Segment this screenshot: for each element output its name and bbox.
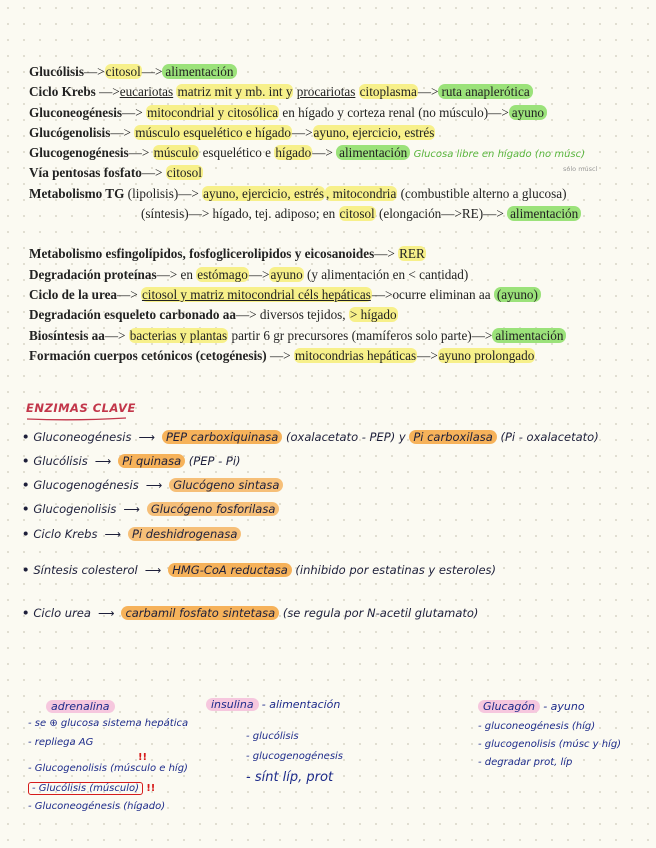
column-adrenalina: adrenalina - se ⊕ glucosa sistema hepática - repliega AG !! - Glucogenolisis (músculo e híg) - Glucólisis (músculo) !! - Gluconeogénesis (hígado) [28, 700, 189, 812]
condition-highlight: ayuno, ejercicio, estrés [313, 124, 435, 140]
enzimas-title: ENZIMAS CLAVE [26, 401, 136, 415]
row-tg-sintesis: (síntesis)—> hígado, tej. adiposo; en citosol (elongación—>RE)—> alimentación [29, 204, 644, 224]
row-esfingolipidos: Metabolismo esfingolipidos, fosfoglicerolipidos y eicosanoides—> RER [29, 246, 425, 262]
row-glucolisis: Glucólisis—>citosol—> alimentación [29, 62, 644, 82]
pathway-name: Formación cuerpos cetónicos (cetogénesis) [29, 347, 267, 363]
condition-highlight: (ayuno) [494, 287, 541, 302]
pathway-name: Ciclo de la urea [29, 286, 118, 302]
row-pentosas: Vía pentosas fosfato—> citosol [29, 165, 202, 181]
enzyme-highlight: carbamil fosfato sintetasa [121, 606, 279, 620]
row-glucogenogenesis: Glucogenogénesis—> músculo esquelético e hígado—> alimentación Glucosa libre en hígado (no músc) [29, 145, 586, 161]
row-proteinas: Degradación proteínas—> en estómago—>ayuno (y alimentación en < cantidad) [29, 266, 469, 282]
row-krebs: Ciclo Krebs —>eucariotas matriz mit y mb. int y procariotas citoplasma—> ruta anaplerótica [29, 82, 644, 102]
condition-highlight: alimentación [162, 64, 236, 79]
row-tg-lipolisis: Metabolismo TG (lipolisis)—> ayuno, ejercicio, estrés , mitocondria (combustible alterno a glucosa) [29, 185, 567, 201]
pathway-name: Glucógenolisis [29, 124, 111, 140]
enzyme-item: • Ciclo urea ⟶ carbamil fosfato sintetasa (se regula por N-acetil glutamato) [22, 606, 479, 620]
column-glucagon: Glucagón - ayuno - gluconeogénesis (híg) - glucogenolisis (músc y híg) - degradar prot, líp [478, 700, 622, 768]
enzyme-item: • Glucogenolisis ⟶ Glucógeno fosforilasa [22, 502, 279, 516]
metabolic-pathways-list [29, 62, 644, 366]
pathway-name: Metabolismo esfingolipidos, fosfoglicerolipidos y eicosanoides [29, 246, 375, 262]
row-esqueleto-carbonado: Degradación esqueleto carbonado aa—> diversos tejidos, > hígado [29, 307, 397, 323]
row-biosintesis-aa: Biosíntesis aa—> bacterias y plantas partir 6 gr precursores (mamíferos solo parte)—> alimentación [29, 326, 644, 346]
pathway-name: Biosíntesis aa [29, 327, 105, 343]
enzyme-highlight: Pi carboxilasa [409, 430, 497, 444]
column-title: Glucagón [478, 700, 540, 713]
enzyme-item: • Gluconeogénesis ⟶ PEP carboxiquinasa (oxalacetato - PEP) y Pi carboxilasa (Pi - oxalacetato) [22, 430, 599, 444]
enzyme-highlight: Pi deshidrogenasa [128, 527, 241, 541]
column-insulina: insulina - alimentación - glucólisis - glucogenogénesis - sínt líp, prot [206, 698, 406, 785]
pathway-name: Metabolismo TG [29, 185, 125, 201]
warning-marks: !! [146, 783, 156, 794]
row-cetonicos: Formación cuerpos cetónicos (cetogénesis) —> mitocondrias hepáticas—>ayuno prolongado [29, 347, 535, 363]
row-glucogenolisis: Glucógenolisis—> músculo esquelético e hígado—>ayuno, ejercicio, estrés [29, 124, 435, 140]
row-urea: Ciclo de la urea—> citosol y matriz mitocondrial céls hepáticas—>ocurre eliminan aa (ayuno) [29, 285, 644, 305]
pathway-name: Vía pentosas fosfato [29, 165, 142, 181]
condition-highlight: alimentación [492, 328, 566, 343]
column-title: adrenalina [46, 700, 115, 713]
row-gluconeogenesis: Gluconeogénesis—> mitocondrial y citosólica en hígado y corteza renal (no músculo)—> ayuno [29, 103, 644, 123]
condition-highlight: ruta anaplerótica [438, 84, 532, 99]
enzyme-item: • Ciclo Krebs ⟶ Pi deshidrogenasa [22, 527, 241, 541]
enzyme-item: • Glucogenogénesis ⟶ Glucógeno sintasa [22, 478, 283, 492]
location-highlight: citosol [105, 64, 141, 79]
handwritten-note: Glucosa libre en hígado (no músc) [413, 149, 586, 161]
condition-highlight: ayuno [509, 105, 547, 120]
enzyme-item: • Síntesis colesterol ⟶ HMG-CoA reductasa (inhibido por estatinas y esteroles) [22, 563, 497, 577]
enzyme-highlight: Pi quinasa [118, 454, 185, 468]
pathway-name: Gluconeogénesis [29, 104, 123, 120]
enzyme-highlight: PEP carboxiquinasa [162, 430, 282, 444]
enzyme-highlight: Glucógeno sintasa [169, 478, 283, 492]
pathway-name: Glucogenogénesis [29, 145, 129, 161]
pathway-name: Glucólisis [29, 64, 84, 79]
title-underline [26, 417, 128, 421]
column-title: insulina [206, 698, 259, 711]
boxed-item: - Glucólisis (músculo) [28, 782, 143, 795]
pathway-name: Ciclo Krebs [29, 84, 96, 100]
condition-highlight: alimentación [507, 206, 581, 221]
enzyme-highlight: Glucógeno fosforilasa [147, 502, 279, 516]
pathway-name: Degradación esqueleto carbonado aa [29, 307, 236, 323]
warning-marks: !! [138, 752, 148, 763]
tiny-note: sólo múscl [563, 165, 598, 173]
condition-highlight: alimentación [336, 145, 410, 160]
enzyme-highlight: HMG-CoA reductasa [168, 563, 292, 577]
enzyme-item: • Glucólisis ⟶ Pi quinasa (PEP - Pi) [22, 454, 241, 468]
pathway-name: Degradación proteínas [29, 266, 157, 282]
